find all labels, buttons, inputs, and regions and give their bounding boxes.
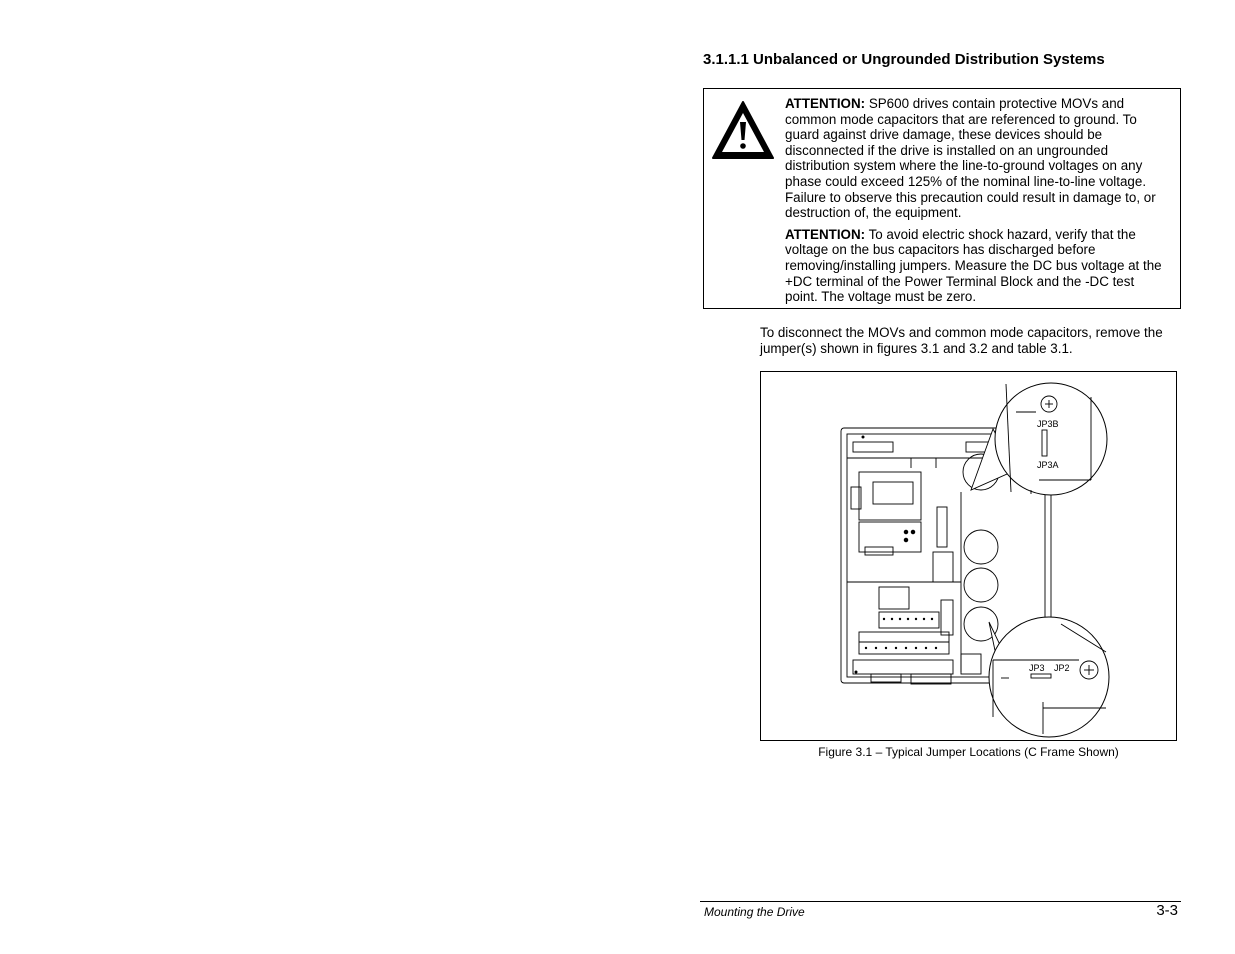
attention-text [785,96,1169,311]
attention-body: To avoid electric shock hazard, verify that the voltage on the bus capacitors has discharged before removing/installing jumpers. Measure the DC bus voltage at the +DC terminal of the Power Terminal Block and the -DC test point. The voltage must be zero. [785,226,1162,305]
footer-section-title: Mounting the Drive [704,905,805,919]
inset-bottom [989,617,1109,737]
attention-paragraph-2 [785,227,1169,305]
label-jp3: JP3 [1029,663,1045,673]
attention-body: SP600 drives contain protective MOVs and common mode capacitors that are referenced to ground. To guard against drive damage, these devices should be disconnected if the drive is installed on an ungrounded distribution system where the line-to-ground voltages on any phase could exceed 125% of the nominal line-to-line voltage. Failure to observe this precaution could result in damage to, or destruction of, the equipment. [785,96,1156,221]
label-jp3a: JP3A [1037,460,1059,470]
attention-label: ATTENTION: [785,226,866,242]
attention-paragraph-1 [785,96,1169,221]
warning-triangle-icon [710,98,776,164]
label-jp3b: JP3B [1037,419,1059,429]
label-jp2: JP2 [1054,663,1070,673]
page-number: 3-3 [1156,902,1178,919]
attention-label: ATTENTION: [785,96,866,111]
footer-divider [700,901,1181,902]
inset-top [971,383,1107,495]
instruction-paragraph: To disconnect the MOVs and common mode capacitors, remove the jumper(s) shown in figures 3.1 and 3.2 and table 3.1. [760,325,1163,356]
figure-caption: Figure 3.1 – Typical Jumper Locations (C Frame Shown) [818,745,1119,759]
drive-jumper-illustration [761,372,1177,741]
section-heading: 3.1.1.1 Unbalanced or Ungrounded Distribution Systems [703,51,1105,68]
figure-frame [760,371,1177,741]
attention-box [703,88,1181,309]
